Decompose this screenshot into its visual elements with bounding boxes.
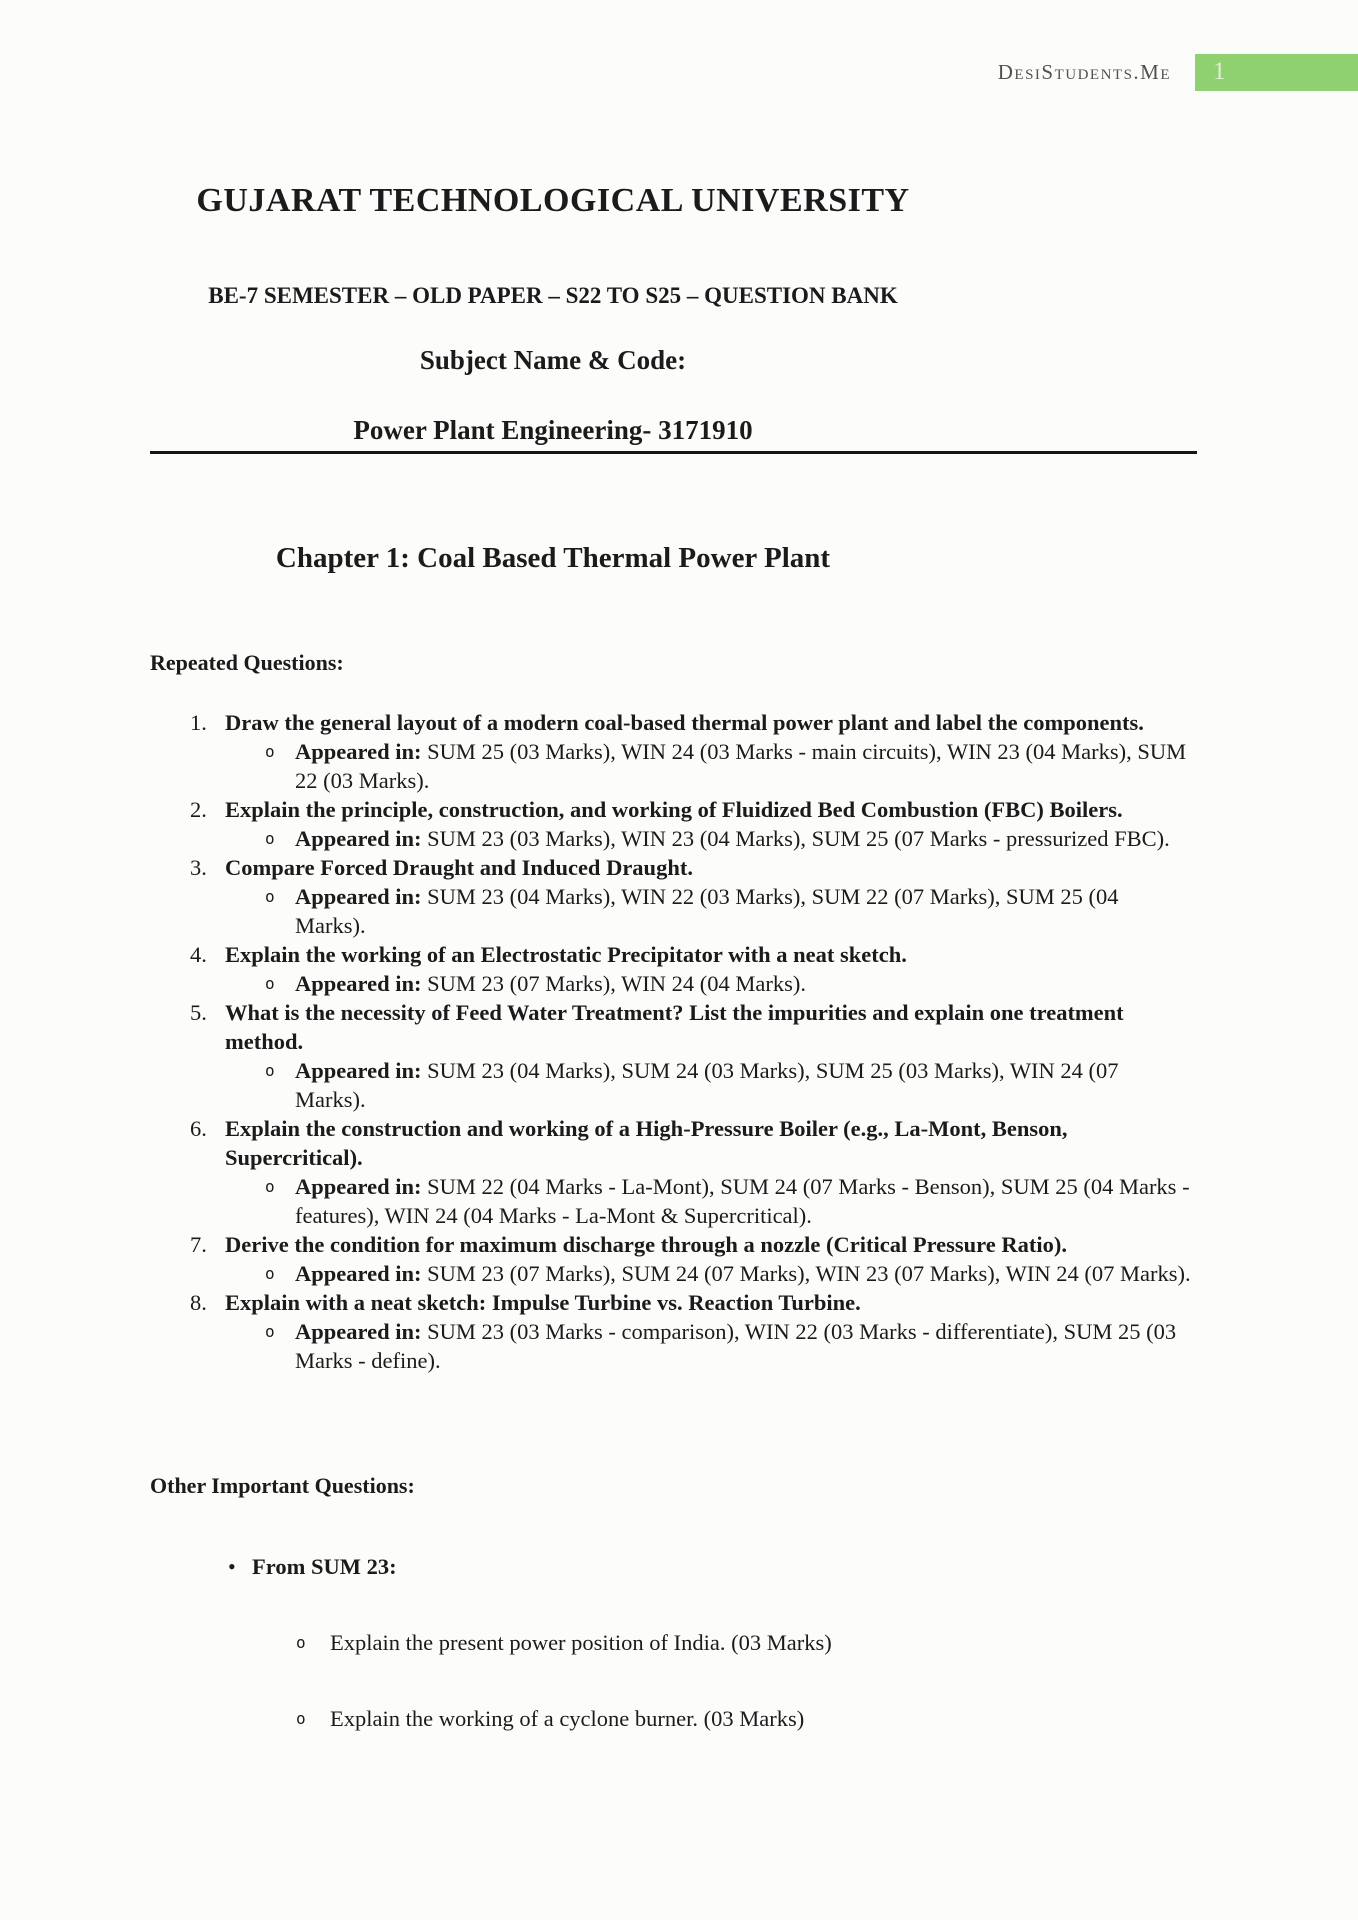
- appeared-row: [225, 882, 1193, 940]
- question-item: [150, 1114, 1193, 1230]
- appeared-label: Appeared in:: [295, 1174, 422, 1199]
- question-number: 4.: [190, 942, 207, 967]
- question-text: Explain the construction and working of a High-Pressure Boiler (e.g., La-Mont, Benson, Supercritical).: [225, 1116, 1068, 1170]
- appeared-row: [225, 1317, 1193, 1375]
- question-body: [225, 1114, 1193, 1230]
- question-body: [225, 853, 1193, 940]
- appeared-detail: SUM 22 (04 Marks - La-Mont), SUM 24 (07 Marks - Benson), SUM 25 (04 Marks - features), WIN 24 (04 Marks - La-Mont & Supercritical).: [295, 1174, 1190, 1228]
- appeared-text: [295, 824, 1193, 853]
- other-question-text: Explain the present power position of India. (03 Marks): [330, 1630, 832, 1655]
- other-question-row: [150, 1704, 1193, 1733]
- circle-bullet-icon: o: [265, 742, 275, 761]
- other-questions-list: [150, 1552, 1193, 1733]
- circle-bullet-icon: o: [265, 1264, 275, 1283]
- appeared-label: Appeared in:: [295, 971, 422, 996]
- appeared-text: [295, 882, 1193, 940]
- circle-bullet-icon: o: [265, 1177, 275, 1196]
- appeared-detail: SUM 23 (07 Marks), WIN 24 (04 Marks).: [427, 971, 807, 996]
- question-item: [150, 1288, 1193, 1375]
- appeared-row: [225, 1259, 1193, 1288]
- circle-bullet-icon: o: [265, 887, 275, 906]
- question-item: [150, 853, 1193, 940]
- other-questions-heading: Other Important Questions:: [150, 1473, 415, 1498]
- appeared-row: [225, 969, 1193, 998]
- appeared-detail: SUM 25 (03 Marks), WIN 24 (03 Marks - main circuits), WIN 23 (04 Marks), SUM 22 (03 Marks).: [295, 739, 1187, 793]
- circle-bullet-icon: o: [265, 1061, 275, 1080]
- series-subtitle: BE-7 SEMESTER – OLD PAPER – S22 TO S25 – QUESTION BANK: [208, 283, 898, 308]
- repeated-questions-heading: Repeated Questions:: [150, 650, 344, 675]
- other-question-text: Explain the working of a cyclone burner. (03 Marks): [330, 1706, 805, 1731]
- question-number: 1.: [190, 710, 207, 735]
- other-question-group: [150, 1552, 1193, 1733]
- circle-bullet-icon: o: [265, 1322, 275, 1341]
- question-item: [150, 940, 1193, 998]
- university-title: GUJARAT TECHNOLOGICAL UNIVERSITY: [196, 182, 910, 219]
- appeared-row: [225, 737, 1193, 795]
- question-item: [150, 998, 1193, 1114]
- circle-bullet-icon: o: [296, 1633, 306, 1652]
- site-header: [998, 54, 1358, 91]
- chapter-title: Chapter 1: Coal Based Thermal Power Plant: [275, 542, 831, 574]
- question-number: 3.: [190, 855, 207, 880]
- question-body: [225, 1230, 1193, 1288]
- question-text: Explain with a neat sketch: Impulse Turbine vs. Reaction Turbine.: [225, 1290, 861, 1315]
- title-block: [150, 0, 956, 448]
- appeared-label: Appeared in:: [295, 1319, 422, 1344]
- appeared-detail: SUM 23 (07 Marks), SUM 24 (07 Marks), WIN 23 (07 Marks), WIN 24 (07 Marks).: [427, 1261, 1191, 1286]
- appeared-detail: SUM 23 (04 Marks), SUM 24 (03 Marks), SUM 25 (03 Marks), WIN 24 (07 Marks).: [295, 1058, 1119, 1112]
- page-number-badge: 1: [1195, 54, 1358, 91]
- subject-divider: [150, 451, 1197, 454]
- appeared-text: [295, 737, 1193, 795]
- question-number: 5.: [190, 1000, 207, 1025]
- question-text: Explain the principle, construction, and working of Fluidized Bed Combustion (FBC) Boilers.: [225, 797, 1123, 822]
- question-body: [225, 998, 1193, 1114]
- appeared-label: Appeared in:: [295, 1261, 422, 1286]
- appeared-detail: SUM 23 (03 Marks), WIN 23 (04 Marks), SUM 25 (07 Marks - pressurized FBC).: [427, 826, 1170, 851]
- circle-bullet-icon: o: [265, 829, 275, 848]
- appeared-text: [295, 1259, 1193, 1288]
- appeared-row: [225, 1172, 1193, 1230]
- appeared-detail: SUM 23 (03 Marks - comparison), WIN 22 (03 Marks - differentiate), SUM 25 (03 Marks - define).: [295, 1319, 1177, 1373]
- group-label: From SUM 23:: [252, 1554, 397, 1579]
- group-label-row: [150, 1552, 1193, 1581]
- question-number: 7.: [190, 1232, 207, 1257]
- appeared-label: Appeared in:: [295, 739, 422, 764]
- dot-bullet-icon: •: [228, 1554, 236, 1579]
- appeared-label: Appeared in:: [295, 1058, 422, 1083]
- appeared-text: [295, 969, 1193, 998]
- site-name: DesiStudents.Me: [997, 60, 1171, 84]
- circle-bullet-icon: o: [296, 1709, 306, 1728]
- appeared-row: [225, 1056, 1193, 1114]
- question-number: 2.: [190, 797, 207, 822]
- question-item: [150, 1230, 1193, 1288]
- circle-bullet-icon: o: [265, 974, 275, 993]
- appeared-detail: SUM 23 (04 Marks), WIN 22 (03 Marks), SUM 22 (07 Marks), SUM 25 (04 Marks).: [295, 884, 1119, 938]
- appeared-label: Appeared in:: [295, 826, 422, 851]
- question-number: 8.: [190, 1290, 207, 1315]
- repeated-questions-list: [150, 708, 1193, 1375]
- question-text: What is the necessity of Feed Water Treatment? List the impurities and explain one treatment method.: [225, 1000, 1124, 1054]
- question-body: [225, 708, 1193, 795]
- question-text: Derive the condition for maximum discharge through a nozzle (Critical Pressure Ratio).: [225, 1232, 1067, 1257]
- question-text: Compare Forced Draught and Induced Draught.: [225, 855, 693, 880]
- subject-value: Power Plant Engineering- 3171910: [353, 415, 753, 445]
- question-body: [225, 795, 1193, 853]
- question-item: [150, 708, 1193, 795]
- appeared-label: Appeared in:: [295, 884, 422, 909]
- appeared-row: [225, 824, 1193, 853]
- question-item: [150, 795, 1193, 853]
- question-body: [225, 940, 1193, 998]
- question-body: [225, 1288, 1193, 1375]
- appeared-text: [295, 1317, 1193, 1375]
- subject-label: Subject Name & Code:: [419, 345, 687, 375]
- question-number: 6.: [190, 1116, 207, 1141]
- other-question-row: [150, 1628, 1193, 1657]
- appeared-text: [295, 1056, 1193, 1114]
- question-text: Explain the working of an Electrostatic Precipitator with a neat sketch.: [225, 942, 907, 967]
- appeared-text: [295, 1172, 1193, 1230]
- question-text: Draw the general layout of a modern coal-based thermal power plant and label the components.: [225, 710, 1144, 735]
- group-items: [150, 1628, 1193, 1733]
